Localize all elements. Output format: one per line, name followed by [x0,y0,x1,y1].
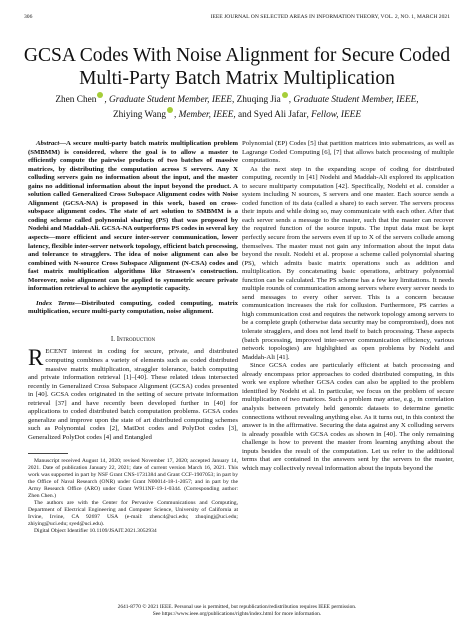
running-header [24,14,450,24]
permissions-line: See https://www.ieee.org/publications/rights/index.html for more information. [152,611,322,617]
page-number: 306 [24,14,33,20]
author-affiliation: , Graduate Student Member, IEEE, [288,95,419,105]
index-terms-label: Index Terms [36,299,75,307]
footnote: Manuscript received August 14, 2020; revised November 17, 2020; accepted January 14, 2021. Date of publication January 22, 2021; date of current version March 16, 2021. This work was supported in part by NSF Grant CNS-1731384 and Grant CCF-1907053; in part by the Office of Naval Research (ONR) under Grant N00014-18-1-2057; and in part by the Army Research Office (ARO) under Grant W911NF-19-1-0344. (Corresponding author: Zhen Chen.) [28,457,238,499]
orcid-icon[interactable] [282,92,288,98]
intro-body [28,345,238,442]
body-paragraph: As the next step in the expanding scope of coding for distributed computing, recently in [41] Nodehi and Maddah-Ali explored its application to secure multiparty computation [42]. Specifically, Nodehi et al. consider a system including N sources, S servers and one master. Each source sends a coded function of its data (called a share) to each server. The servers process their inputs and while doing so, may communicate with each other. After that each server sends a message to the master, such that the master can recover the required function of the source inputs. The input data must be kept perfectly secure from the servers even if up to X of the servers collude among themselves. The master must not gain any information about the input data beyond the result. Nodehi et al. propose a scheme called polynomial sharing (PS), which admits basic matrix operations such as addition and multiplication. By concatenating basic operations, arbitrary polynomial function can be calculated. The PS scheme has a few key limitations. It needs multiple rounds of communication among servers where every server needs to send messages to every other server. This is a concern because communication increases the risk for collusion. Furthermore, PS carries a high communication cost and requires the network topology among servers to be a complete graph (otherwise data security may be compromised), does not tolerate stragglers, and does not lend itself to batch processing. These aspects (batch processing, improved inter-server communication efficiency, various network topologies) are highlighted as open problems by Nodehi and Maddah-Ali [41]. [242,165,454,361]
abstract [28,140,238,294]
section-heading: I. Introduction [110,334,156,343]
index-terms-text: —Distributed computing, coded computing, matrix multiplication, secure multi-party computation, noise alignment. [28,299,238,316]
journal-name: IEEE JOURNAL ON SELECTED AREAS IN INFORMATION THEORY, VOL. 2, NO. 1, MARCH 2021 [210,14,450,20]
footnote: Digital Object Identifier 10.1109/JSAIT.2021.3052934 [34,527,157,534]
author-list [30,92,444,121]
footnote-rule [28,453,68,454]
dropcap: R [28,345,44,371]
index-terms [28,300,238,317]
copyright-line: 2641-8770 © 2021 IEEE. Personal use is permitted, but republication/redistribution requires IEEE permission. [117,604,357,610]
body-paragraph: Since GCSA codes are particularly efficient at batch processing and already encompass prior approaches to coded distributed computing, in this work we explore whether GCSA codes can also be applied to the problem identified by Nodehi et al. In particular, we focus on the problem of secure multiplication of two matrices. Such a problem may arise, e.g., in correlation analysis between privately held genomic datasets to determine genetic connections without revealing anything else. As it turns out, in this context the answer is in the affirmative. Securing the data against any X colluding servers is already possible with GCSA codes as shown in [40]. The only remaining challenge is how to prevent the master from learning anything about the inputs besides the result of the computation. Let us refer to the additional terms that are contained in the answers sent by the servers to the master, which may collectively reveal information about the inputs beyond the [242,362,454,472]
author-name: Zhiying Wang [112,109,167,120]
right-column [242,140,454,473]
author-name: and Syed Ali Jafar [235,109,307,120]
author-affiliation: , Member, IEEE, [174,109,236,120]
left-column [28,140,238,535]
footnote: The authors are with the Center for Pervasive Communications and Computing, Department of Electrical Engineering and Computer Science, University of California at Irvine, Irvine, CA 92697 USA (e-mail: zhenc4@uci.edu; zhuqingj@uci.edu; zhiying@uci.edu; syed@uci.edu). [28,499,238,527]
paper-title: GCSA Codes With Noise Alignment for Secure Coded Multi-Party Batch Matrix Multiplication [23,45,451,89]
orcid-icon[interactable] [167,107,173,113]
abstract-text: —A secure multi-party batch matrix multiplication problem (SMBMM) is considered, where the goal is to allow a master to efficiently compute the pairwise products of two batches of massive matrices, by distributing the computation across S servers. Any X colluding servers gain no information about the input, and the master gains no additional information about the input beyond the product. A solution called Generalized Cross Subspace Alignment codes with Noise Alignment (GCSA-NA) is proposed in this work, based on cross-subspace alignment codes. The state of art solution to SMBMM is a coding scheme called polynomial sharing (PS) that was proposed by Nodehi and Maddah-Ali. GCSA-NA outperforms PS codes in several key aspects—more efficient and secure inter-server communication, lower latency, flexible inter-server network topology, efficient batch processing, and tolerance to stragglers. The idea of noise alignment can also be combined with N-source Cross Subspace Alignment (N-CSA) codes and fast matrix multiplication algorithms like Strassen's construction. Moreover, noise alignment can be applied to symmetric secure private information retrieval to achieve the asymptotic capacity. [28,140,238,293]
intro-paragraph: ECENT interest in coding for secure, private, and distributed computing combines a variety of elements such as coded distributed massive matrix multiplication, straggler tolerance, batch computing and private information retrieval [1]–[40]. These related ideas intersected recently in Generalized Cross Subspace Alignment (GCSA) codes presented in [40]. GCSA codes originated in the setting of secure private information retrieval [37] and have recently been developed further in [40] for applications to coded distributed batch computation problems. GCSA codes generalize and improve upon the state of art distributed computing schemes such as Polynomial codes [2], MatDot codes and PolyDot codes [3], Generalized PolyDot codes [4] and Entangled [28,348,238,441]
author-affiliation: , Fellow, IEEE [306,109,362,120]
orcid-icon[interactable] [97,92,103,98]
author-affiliation: , Graduate Student Member, IEEE, [104,95,235,105]
footnotes [28,458,238,535]
author-name: Zhen Chen [55,95,97,105]
author-name: Zhuqing Jia [234,95,281,105]
body-paragraph: Polynomial (EP) Codes [5] that partition matrices into submatrices, as well as Lagrange Coded Computing [6], [7] that allows batch processing of multiple computations. [242,140,454,165]
abstract-label: Abstract [36,140,60,147]
copyright-footer [20,604,454,618]
